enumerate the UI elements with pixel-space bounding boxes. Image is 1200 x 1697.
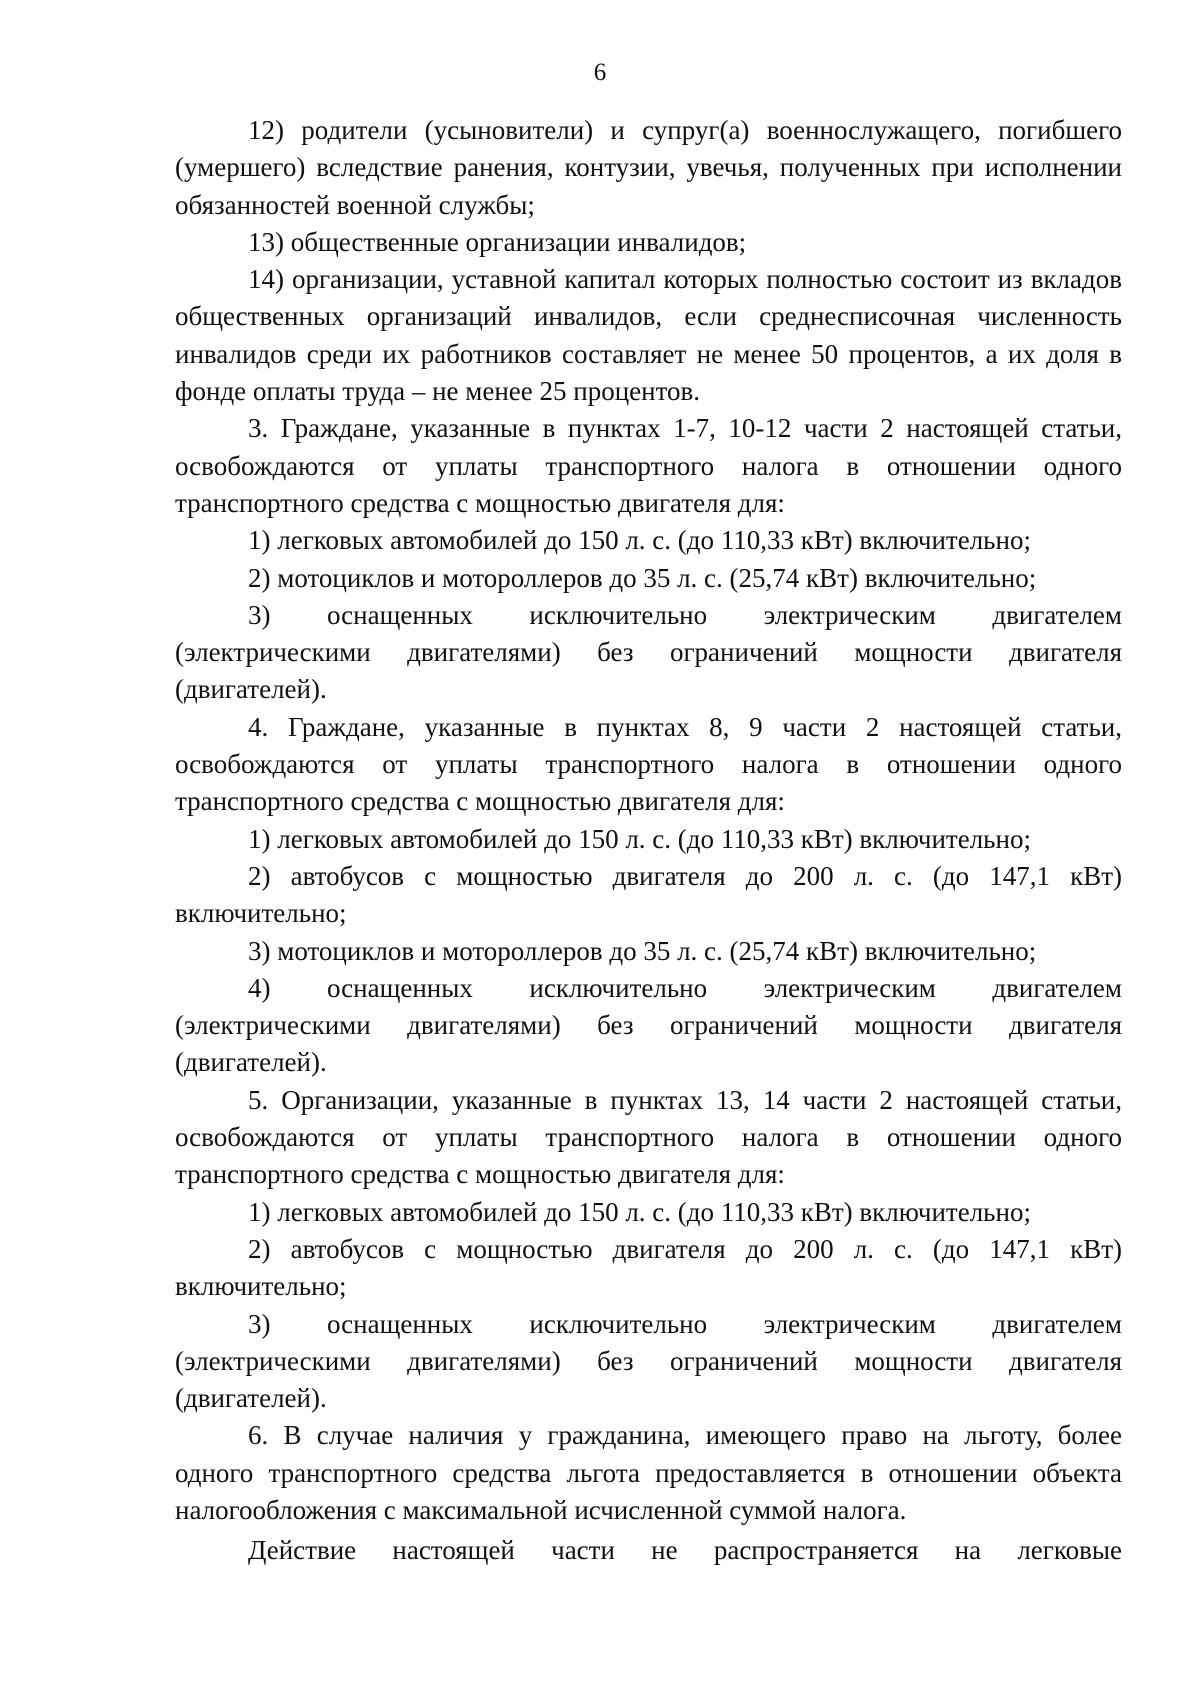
paragraph-part-3-item-1: 1) легковых автомобилей до 150 л. с. (до 110,33 кВт) включительно; xyxy=(248,525,1031,556)
paragraph-part-4-item-4: 4) оснащенных исключительно электрическим двигателем (электрическими двигателями) без ограничений мощности двигателя (двигателей). xyxy=(175,972,1122,1078)
paragraph-part-6-exception: Действие настоящей части не распространяется на легковые xyxy=(248,1535,1122,1566)
paragraph-part-4-item-3: 3) мотоциклов и мотороллеров до 35 л. с. (25,74 кВт) включительно; xyxy=(248,935,1037,966)
paragraph-12-parents-spouse: 12) родители (усыновители) и супруг(а) военнослужащего, погибшего (умершего) вследствие ранения, контузии, увечья, полученных при исполнении обязанностей военной службы; xyxy=(175,115,1122,220)
paragraph-14-disabled-capital-orgs: 14) организации, уставной капитал которых полностью состоит из вкладов общественных организаций инвалидов, если среднесписочная численность инвалидов среди их работников составляет не менее 50 процентов, а их доля в фонде оплаты труда – не менее 25 процентов. xyxy=(175,264,1122,407)
paragraph-part-5-item-3: 3) оснащенных исключительно электрическим двигателем (электрическими двигателями) без ограничений мощности двигателя (двигателей). xyxy=(175,1308,1122,1414)
paragraph-part-3-item-3: 3) оснащенных исключительно электрическим двигателем (электрическими двигателями) без ограничений мощности двигателя (двигателей). xyxy=(175,599,1122,705)
paragraph-part-5-organizations: 5. Организации, указанные в пунктах 13, 14 части 2 настоящей статьи, освобождаются от уплаты транспортного налога в отношении одного транспортного средства с мощностью двигателя для: xyxy=(175,1084,1122,1190)
paragraph-part-4-citizens: 4. Граждане, указанные в пунктах 8, 9 части 2 настоящей статьи, освобождаются от уплаты транспортного налога в отношении одного транспортного средства с мощностью двигателя для: xyxy=(175,711,1122,817)
paragraph-13-disabled-orgs: 13) общественные организации инвалидов; xyxy=(248,226,747,257)
paragraph-part-5-item-1: 1) легковых автомобилей до 150 л. с. (до 110,33 кВт) включительно; xyxy=(248,1196,1031,1227)
document-body xyxy=(175,112,1122,1570)
paragraph-part-6-multiple-vehicles: 6. В случае наличия у гражданина, имеющего право на льготу, более одного транспортного средства льгота предоставляется в отношении объекта налогообложения с максимальной исчисленной суммой налога. xyxy=(175,1420,1122,1525)
paragraph-part-5-item-2: 2) автобусов с мощностью двигателя до 200 л. с. (до 147,1 кВт) включительно; xyxy=(175,1233,1122,1302)
paragraph-part-4-item-2: 2) автобусов с мощностью двигателя до 200 л. с. (до 147,1 кВт) включительно; xyxy=(175,860,1122,929)
paragraph-part-4-item-1: 1) легковых автомобилей до 150 л. с. (до 110,33 кВт) включительно; xyxy=(248,823,1031,854)
page-number: 6 xyxy=(593,59,607,86)
paragraph-part-3-item-2: 2) мотоциклов и мотороллеров до 35 л. с. (25,74 кВт) включительно; xyxy=(248,562,1037,593)
paragraph-part-3-citizens: 3. Граждане, указанные в пунктах 1-7, 10-12 части 2 настоящей статьи, освобождаются от уплаты транспортного налога в отношении одного транспортного средства с мощностью двигателя для: xyxy=(175,413,1122,518)
